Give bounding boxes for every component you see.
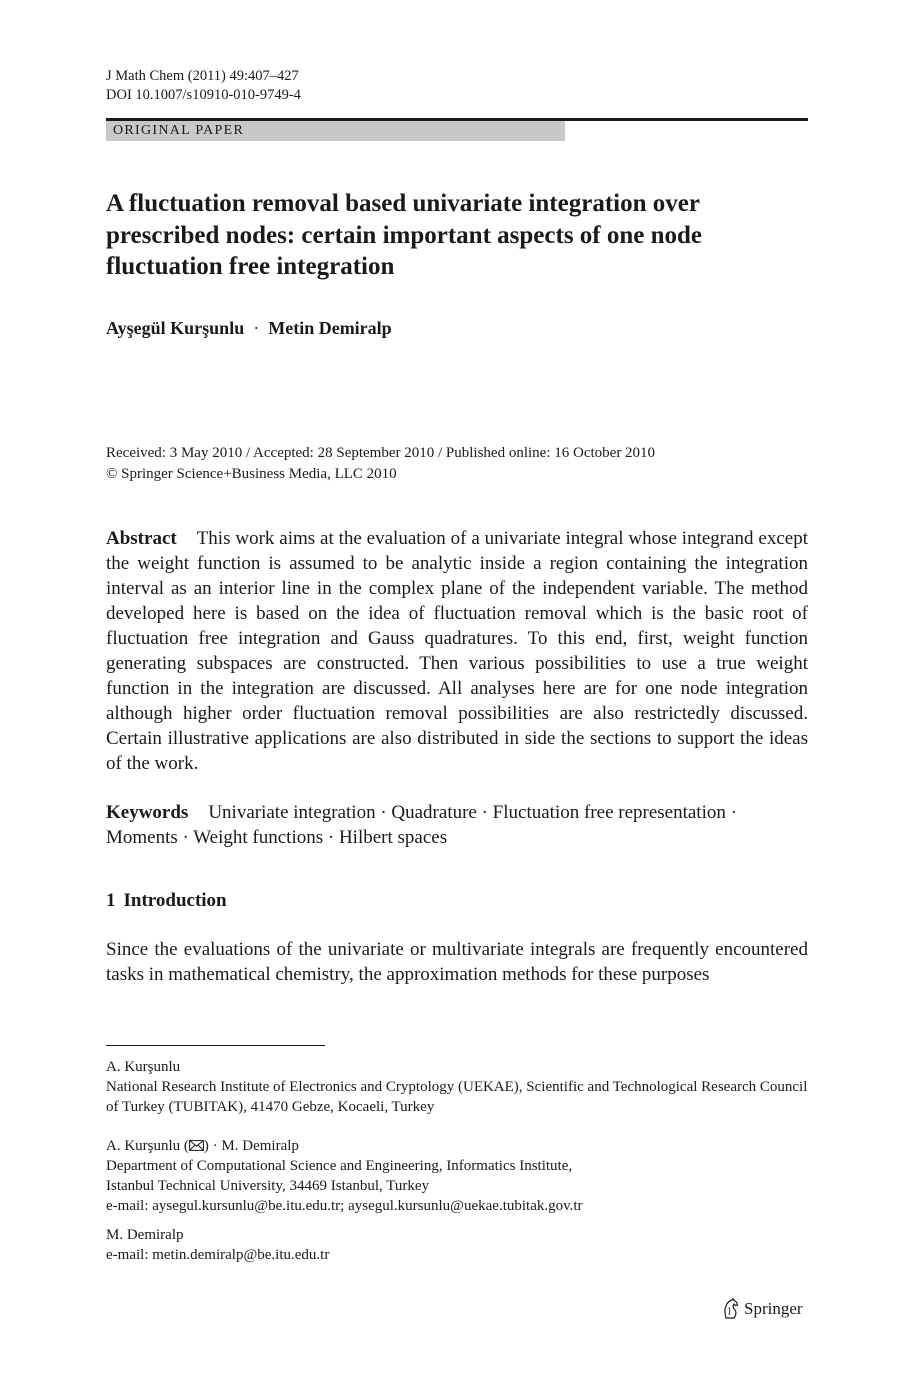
publisher-name: Springer: [744, 1299, 803, 1318]
dates-history: Received: 3 May 2010 / Accepted: 28 September 2010 / Published online: 16 October 2010: [106, 445, 656, 461]
abstract-text: This work aims at the evaluation of a univariate integral whose integrand except the weight function is assumed to be analytic inside a region containing the integration interval as an interior line in the complex plane of the independent variable. The method developed here is based on the idea of fluctuation removal which is the basic root of fluctuation free integration and Gauss quadratures. To this end, first, weight function generating subspaces are constructed. Then various possibilities to use a true weight function in the integration are discussed. All analyses here are for one node integration although higher order fluctuation removal possibilities are also restrictedly discussed. Certain illustrative applications are also distributed in side the sections to support the ideas of the work.: [106, 528, 808, 774]
affiliation-line: Istanbul Technical University, 34469 Istanbul, Turkey: [106, 1178, 430, 1194]
section-number: 1: [106, 890, 116, 911]
affiliation-name: A. Kurşunlu ( ) · M. Demiralp: [106, 1138, 299, 1154]
affiliation-line: Department of Computational Science and Engineering, Informatics Institute,: [106, 1158, 573, 1174]
affiliation-2: [106, 1136, 808, 1216]
author-separator: ·: [253, 318, 260, 338]
affiliation-line: National Research Institute of Electronics and Cryptology (UEKAE), Scientific and Technological Research Council of Turkey (TUBITAK), 41470 Gebze, Kocaeli, Turkey: [106, 1079, 808, 1115]
envelope-icon: [189, 1140, 204, 1151]
copyright-notice: © Springer Science+Business Media, LLC 2010: [106, 466, 397, 482]
section-title: Introduction: [123, 890, 227, 911]
publisher-logo: [722, 1297, 803, 1321]
affiliation-name: A. Kurşunlu: [106, 1059, 181, 1075]
abstract-label: Abstract: [106, 528, 177, 549]
paper-title: A fluctuation removal based univariate integration over prescribed nodes: certain important aspects of one node fluctuation free integration: [106, 190, 703, 280]
author-1: Ayşegül Kurşunlu: [106, 318, 245, 338]
keywords-label: Keywords: [106, 802, 189, 823]
article-type-label: ORIGINAL PAPER: [113, 123, 245, 138]
journal-citation: J Math Chem (2011) 49:407–427: [106, 68, 299, 84]
affiliation-email: e-mail: aysegul.kursunlu@be.itu.edu.tr; aysegul.kursunlu@uekae.tubitak.gov.tr: [106, 1198, 583, 1214]
section-heading: [106, 888, 227, 913]
abstract: [106, 526, 808, 776]
author-list: [106, 316, 392, 340]
affiliation-3: [106, 1225, 808, 1265]
springer-horse-icon: [722, 1298, 739, 1320]
publication-history: [106, 443, 655, 485]
article-type-banner: [106, 121, 565, 141]
keywords-text: Univariate integration · Quadrature · Fluctuation free representation · Moments · Weight functions · Hilbert spaces: [106, 802, 737, 848]
affiliation-name: M. Demiralp: [106, 1227, 184, 1243]
journal-doi: DOI 10.1007/s10910-010-9749-4: [106, 87, 301, 103]
journal-header: [106, 67, 301, 105]
keywords: [106, 800, 808, 850]
affiliation-email: e-mail: metin.demiralp@be.itu.edu.tr: [106, 1247, 330, 1263]
affiliation-1: [106, 1057, 808, 1117]
footnote-rule: [106, 1045, 325, 1046]
intro-paragraph: Since the evaluations of the univariate or multivariate integrals are frequently encountered tasks in mathematical chemistry, the approximation methods for these purposes: [106, 939, 808, 985]
author-2: Metin Demiralp: [268, 318, 392, 338]
